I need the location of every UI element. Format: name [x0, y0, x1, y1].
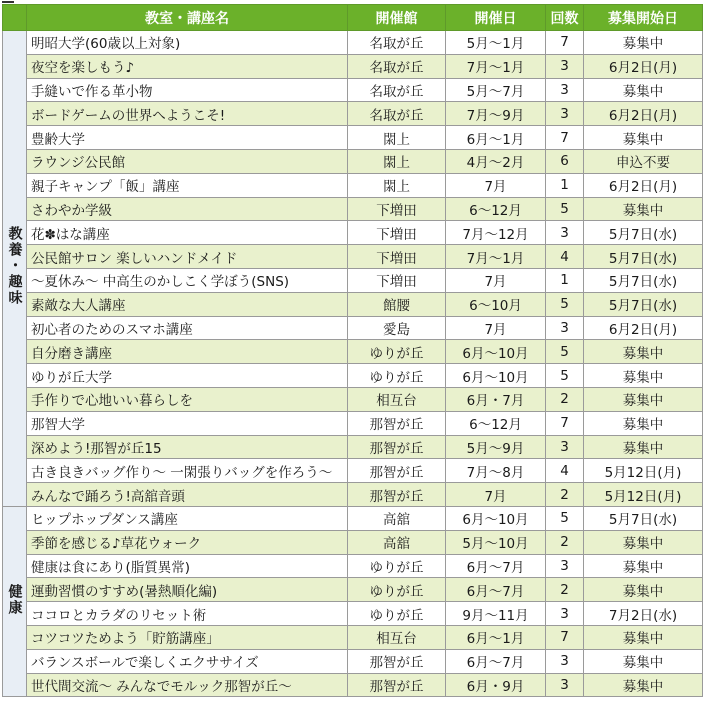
venue-cell: 相互台 — [348, 387, 446, 411]
sessions-cell: 3 — [546, 602, 584, 626]
period-cell: 7月～9月 — [446, 102, 546, 126]
course-name-cell: ヒップホップダンス講座 — [27, 506, 348, 530]
recruit-start-cell: 6月2日(月) — [584, 102, 703, 126]
header-recruit-start: 募集開始日 — [584, 5, 703, 31]
venue-cell: 閖上 — [348, 173, 446, 197]
period-cell: 6月～7月 — [446, 554, 546, 578]
sessions-cell: 5 — [546, 197, 584, 221]
course-name-cell: 健康は食にあり(脂質異常) — [27, 554, 348, 578]
course-name-cell: 素敵な大人講座 — [27, 292, 348, 316]
period-cell: 9月～11月 — [446, 602, 546, 626]
period-cell: 6月～10月 — [446, 340, 546, 364]
table-row — [3, 435, 703, 459]
course-name-cell: さわやか学級 — [27, 197, 348, 221]
recruit-start-cell: 申込不要 — [584, 149, 703, 173]
period-cell: 5月～1月 — [446, 31, 546, 55]
recruit-start-cell: 5月7日(水) — [584, 268, 703, 292]
table-row — [3, 173, 703, 197]
table-row — [3, 364, 703, 388]
header-period: 開催日 — [446, 5, 546, 31]
table-row — [3, 316, 703, 340]
course-table — [2, 4, 703, 697]
sessions-cell: 7 — [546, 126, 584, 150]
sessions-cell: 3 — [546, 102, 584, 126]
venue-cell: 下増田 — [348, 197, 446, 221]
venue-cell: 那智が丘 — [348, 483, 446, 507]
period-cell: 6月～7月 — [446, 649, 546, 673]
recruit-start-cell: 募集中 — [584, 530, 703, 554]
sessions-cell: 3 — [546, 435, 584, 459]
table-row — [3, 292, 703, 316]
period-cell: 6月～1月 — [446, 126, 546, 150]
recruit-start-cell: 募集中 — [584, 31, 703, 55]
sessions-cell: 6 — [546, 149, 584, 173]
period-cell: 5月～7月 — [446, 78, 546, 102]
period-cell: 7月～1月 — [446, 54, 546, 78]
venue-cell: ゆりが丘 — [348, 340, 446, 364]
recruit-start-cell: 6月2日(月) — [584, 173, 703, 197]
table-row — [3, 54, 703, 78]
sessions-cell: 2 — [546, 578, 584, 602]
recruit-start-cell: 募集中 — [584, 197, 703, 221]
course-name-cell: 深めよう!那智が丘15 — [27, 435, 348, 459]
recruit-start-cell: 募集中 — [584, 649, 703, 673]
venue-cell: ゆりが丘 — [348, 554, 446, 578]
course-name-cell: 明昭大学(60歳以上対象) — [27, 31, 348, 55]
course-name-cell: ボードゲームの世界へようこそ! — [27, 102, 348, 126]
category-label: 健康 — [6, 583, 23, 616]
venue-cell: 那智が丘 — [348, 673, 446, 697]
table-row — [3, 387, 703, 411]
table-row — [3, 102, 703, 126]
venue-cell: 那智が丘 — [348, 459, 446, 483]
period-cell: 7月 — [446, 483, 546, 507]
course-name-cell: 季節を感じる♪草花ウォーク — [27, 530, 348, 554]
venue-cell: 高舘 — [348, 530, 446, 554]
header-venue: 開催館 — [348, 5, 446, 31]
category-label: 教養・趣味 — [6, 226, 23, 307]
table-row — [3, 578, 703, 602]
course-name-cell: 手作りで心地いい暮らしを — [27, 387, 348, 411]
venue-cell: 名取が丘 — [348, 102, 446, 126]
header-course-name: 教室・講座名 — [27, 5, 348, 31]
course-name-cell: 世代間交流～ みんなでモルック那智が丘～ — [27, 673, 348, 697]
period-cell: 7月 — [446, 173, 546, 197]
venue-cell: 館腰 — [348, 292, 446, 316]
sessions-cell: 3 — [546, 673, 584, 697]
sessions-cell: 7 — [546, 411, 584, 435]
period-cell: 5月～10月 — [446, 530, 546, 554]
sessions-cell: 2 — [546, 483, 584, 507]
venue-cell: 下増田 — [348, 268, 446, 292]
table-row — [3, 126, 703, 150]
venue-cell: 那智が丘 — [348, 435, 446, 459]
venue-cell: 名取が丘 — [348, 54, 446, 78]
venue-cell: ゆりが丘 — [348, 364, 446, 388]
course-name-cell: 公民館サロン 楽しいハンドメイド — [27, 245, 348, 269]
recruit-start-cell: 5月12日(月) — [584, 483, 703, 507]
recruit-start-cell: 5月7日(水) — [584, 292, 703, 316]
table-row — [3, 78, 703, 102]
venue-cell: ゆりが丘 — [348, 602, 446, 626]
table-row — [3, 149, 703, 173]
venue-cell: 高舘 — [348, 506, 446, 530]
recruit-start-cell: 募集中 — [584, 364, 703, 388]
period-cell: 6～10月 — [446, 292, 546, 316]
course-name-cell: ～夏休み～ 中高生のかしこく学ぼう(SNS) — [27, 268, 348, 292]
sessions-cell: 3 — [546, 649, 584, 673]
recruit-start-cell: 5月7日(水) — [584, 245, 703, 269]
period-cell: 6月～7月 — [446, 578, 546, 602]
period-cell: 6～12月 — [446, 197, 546, 221]
venue-cell: 那智が丘 — [348, 411, 446, 435]
recruit-start-cell: 募集中 — [584, 78, 703, 102]
venue-cell: 下増田 — [348, 245, 446, 269]
table-row — [3, 530, 703, 554]
recruit-start-cell: 募集中 — [584, 673, 703, 697]
table-row — [3, 197, 703, 221]
sessions-cell: 4 — [546, 245, 584, 269]
table-row — [3, 602, 703, 626]
course-name-cell: 運動習慣のすすめ(暑熱順化編) — [27, 578, 348, 602]
table-row — [3, 221, 703, 245]
table-row — [3, 506, 703, 530]
table-body — [3, 31, 703, 697]
table-row — [3, 554, 703, 578]
table-row — [3, 649, 703, 673]
recruit-start-cell: 募集中 — [584, 387, 703, 411]
table-row — [3, 268, 703, 292]
period-cell: 7月 — [446, 316, 546, 340]
course-name-cell: 手縫いで作る革小物 — [27, 78, 348, 102]
sessions-cell: 1 — [546, 173, 584, 197]
sessions-cell: 2 — [546, 530, 584, 554]
recruit-start-cell: 6月2日(月) — [584, 54, 703, 78]
venue-cell: 那智が丘 — [348, 649, 446, 673]
venue-cell: 愛島 — [348, 316, 446, 340]
course-name-cell: ゆりが丘大学 — [27, 364, 348, 388]
header-category — [3, 5, 27, 31]
venue-cell: 下増田 — [348, 221, 446, 245]
recruit-start-cell: 5月7日(水) — [584, 221, 703, 245]
period-cell: 7月～8月 — [446, 459, 546, 483]
period-cell: 6～12月 — [446, 411, 546, 435]
period-cell: 6月・7月 — [446, 387, 546, 411]
header-sessions: 回数 — [546, 5, 584, 31]
venue-cell: 閖上 — [348, 126, 446, 150]
course-name-cell: 古き良きバッグ作り～ 一閑張りバッグを作ろう～ — [27, 459, 348, 483]
period-cell: 7月～12月 — [446, 221, 546, 245]
period-cell: 5月～9月 — [446, 435, 546, 459]
period-cell: 7月～1月 — [446, 245, 546, 269]
course-name-cell: 花✽はな講座 — [27, 221, 348, 245]
table-row — [3, 245, 703, 269]
course-name-cell: みんなで踊ろう!高舘音頭 — [27, 483, 348, 507]
course-name-cell: バランスボールで楽しくエクササイズ — [27, 649, 348, 673]
table-row — [3, 673, 703, 697]
venue-cell: 相互台 — [348, 625, 446, 649]
table-row — [3, 340, 703, 364]
recruit-start-cell: 募集中 — [584, 554, 703, 578]
table-row — [3, 411, 703, 435]
recruit-start-cell: 7月2日(水) — [584, 602, 703, 626]
sessions-cell: 3 — [546, 54, 584, 78]
period-cell: 6月～10月 — [446, 506, 546, 530]
sessions-cell: 3 — [546, 316, 584, 340]
period-cell: 4月～2月 — [446, 149, 546, 173]
sessions-cell: 3 — [546, 78, 584, 102]
venue-cell: 名取が丘 — [348, 31, 446, 55]
venue-cell: ゆりが丘 — [348, 578, 446, 602]
sessions-cell: 2 — [546, 387, 584, 411]
course-name-cell: 那智大学 — [27, 411, 348, 435]
recruit-start-cell: 募集中 — [584, 411, 703, 435]
sessions-cell: 5 — [546, 292, 584, 316]
table-row — [3, 31, 703, 55]
venue-cell: 名取が丘 — [348, 78, 446, 102]
sessions-cell: 5 — [546, 364, 584, 388]
recruit-start-cell: 募集中 — [584, 435, 703, 459]
table-row — [3, 459, 703, 483]
venue-cell: 閖上 — [348, 149, 446, 173]
course-name-cell: ココロとカラダのリセット術 — [27, 602, 348, 626]
sessions-cell: 5 — [546, 506, 584, 530]
course-name-cell: ラウンジ公民館 — [27, 149, 348, 173]
recruit-start-cell: 募集中 — [584, 625, 703, 649]
table-row — [3, 483, 703, 507]
sessions-cell: 7 — [546, 31, 584, 55]
period-cell: 6月・9月 — [446, 673, 546, 697]
sessions-cell: 3 — [546, 221, 584, 245]
course-name-cell: 夜空を楽しもう♪ — [27, 54, 348, 78]
sessions-cell: 4 — [546, 459, 584, 483]
recruit-start-cell: 5月12日(月) — [584, 459, 703, 483]
period-cell: 7月 — [446, 268, 546, 292]
sessions-cell: 5 — [546, 340, 584, 364]
recruit-start-cell: 募集中 — [584, 340, 703, 364]
course-name-cell: 豊齢大学 — [27, 126, 348, 150]
sessions-cell: 7 — [546, 625, 584, 649]
recruit-start-cell: 6月2日(月) — [584, 316, 703, 340]
header-row — [3, 5, 703, 31]
course-name-cell: 初心者のためのスマホ講座 — [27, 316, 348, 340]
recruit-start-cell: 5月7日(水) — [584, 506, 703, 530]
sessions-cell: 1 — [546, 268, 584, 292]
sessions-cell: 3 — [546, 554, 584, 578]
course-name-cell: 自分磨き講座 — [27, 340, 348, 364]
course-name-cell: コツコツためよう「貯筋講座」 — [27, 625, 348, 649]
recruit-start-cell: 募集中 — [584, 578, 703, 602]
table-row — [3, 625, 703, 649]
category-cell — [3, 31, 27, 507]
period-cell: 6月～1月 — [446, 625, 546, 649]
period-cell: 6月～10月 — [446, 364, 546, 388]
corner-mark — [2, 1, 14, 3]
recruit-start-cell: 募集中 — [584, 126, 703, 150]
category-cell — [3, 506, 27, 696]
course-name-cell: 親子キャンプ「飯」講座 — [27, 173, 348, 197]
